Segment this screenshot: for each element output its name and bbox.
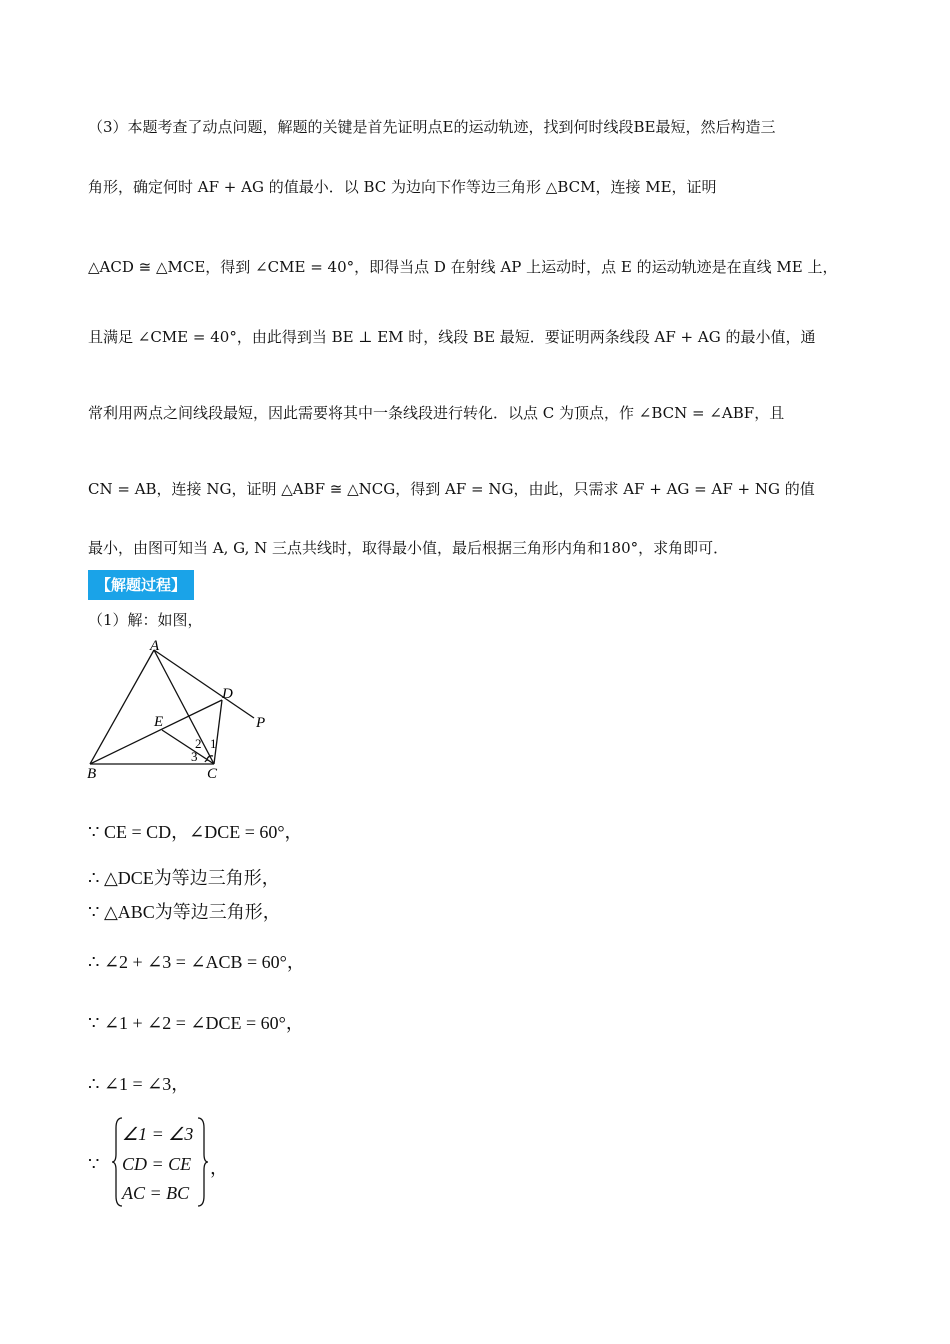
label-angle-3: 3 [191,749,198,764]
geometry-figure [84,638,284,788]
system-tail-comma: ， [210,1158,228,1178]
step-5: ∵ ∠1 + ∠2 = ∠DCE = 60°， [88,1013,304,1033]
step-2: ∴ △DCE为等边三角形， [88,868,280,888]
label-E: E [154,714,164,730]
analysis-line-7: 最小，由图可知当 A, G, N 三点共线时，取得最小值，最后根据三角形内角和180°，求角即可． [88,539,729,557]
analysis-line-6: CN = AB，连接 NG，证明 △ABF ≅ △NCG，得到 AF = NG，由此，只需求 AF + AG = AF + NG 的值 [88,480,815,498]
system-eq-2: CD = CE [122,1154,192,1174]
step-3: ∵ △ABC为等边三角形， [88,902,281,922]
segment-AB [90,650,154,764]
step-6: ∴ ∠1 = ∠3， [88,1074,190,1094]
label-A: A [150,638,160,654]
segment-EC [162,730,214,764]
ray-AP [154,650,254,718]
step-4: ∴ ∠2 + ∠3 = ∠ACB = 60°， [88,952,305,972]
label-angle-1: 1 [210,736,217,751]
step-7-because: ∵ [88,1154,100,1174]
analysis-line-3: △ACD ≅ △MCE，得到 ∠CME = 40°，即得当点 D 在射线 AP 上运动时，点 E 的运动轨迹是在直线 ME 上， [88,258,838,276]
label-P: P [256,715,266,731]
step-1: ∵ CE = CD，∠DCE = 60°， [88,822,303,842]
angle-mark-3 [205,760,208,762]
system-eq-1: ∠1 = ∠3 [122,1124,194,1144]
segment-DC [214,700,222,764]
analysis-line-4: 且满足 ∠CME = 40°，由此得到当 BE ⊥ EM 时，线段 BE 最短．要证明两条线段 AF + AG 的最小值，通 [88,328,816,346]
system-eq-3: AC = BC [122,1183,190,1203]
label-angle-2: 2 [195,736,202,751]
analysis-line-5: 常利用两点之间线段最短，因此需要将其中一条线段进行转化．以点 C 为顶点，作 ∠BCN = ∠ABF，且 [88,404,785,422]
solution-intro: （1）解：如图， [88,611,203,629]
segment-AC [154,650,214,764]
label-C: C [207,766,218,782]
label-B: B [87,766,97,782]
solution-section-header: 【解题过程】 [88,570,194,600]
segment-BD [90,700,222,764]
analysis-line-1: （3）本题考查了动点问题，解题的关键是首先证明点E的运动轨迹，找到何时线段BE最短，然后构造三 [88,118,776,136]
analysis-line-2: 角形，确定何时 AF + AG 的值最小．以 BC 为边向下作等边三角形 △BCM，连接 ME，证明 [88,178,717,196]
label-D: D [222,686,233,702]
